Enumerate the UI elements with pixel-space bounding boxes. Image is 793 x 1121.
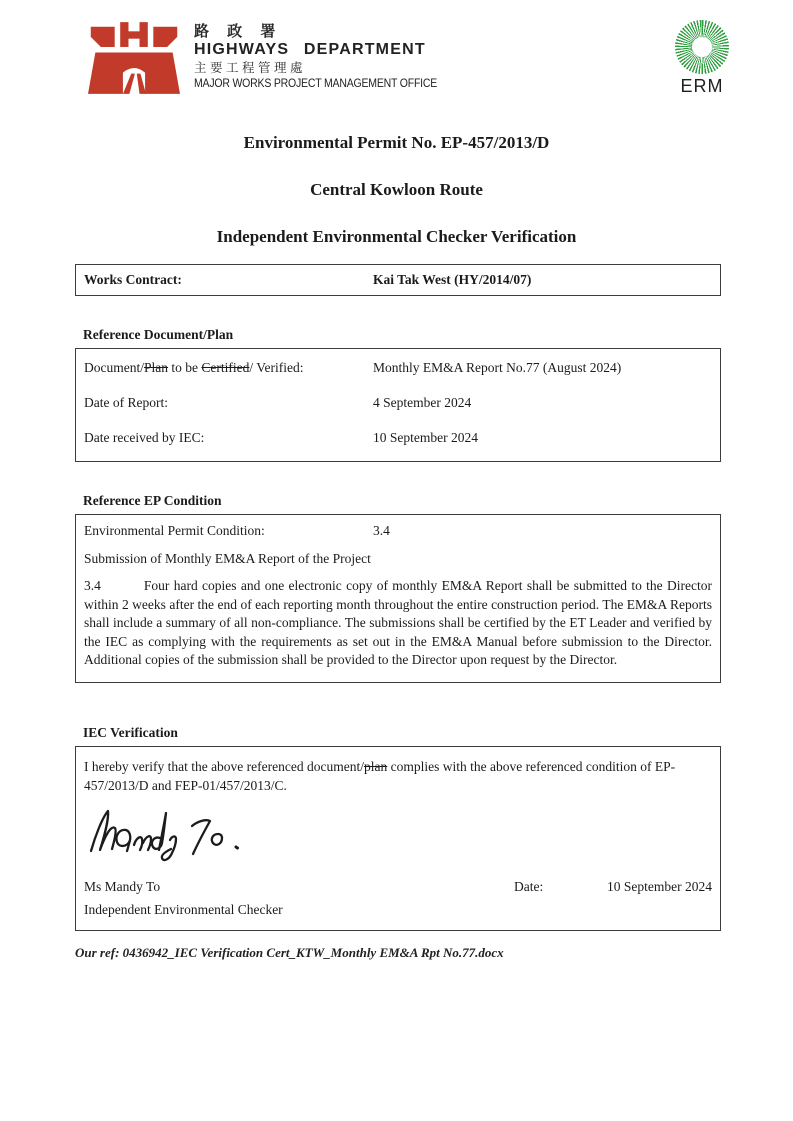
ep-condition-row xyxy=(84,523,712,539)
highways-department-text-block xyxy=(194,20,437,89)
works-contract-box xyxy=(75,264,721,296)
ep-condition-clause xyxy=(84,577,712,670)
signer-title: Independent Environmental Checker xyxy=(84,901,283,917)
erm-sunburst-logo-icon xyxy=(675,20,729,74)
iec-verification-heading: IEC Verification xyxy=(83,724,178,740)
document-verified-row xyxy=(84,355,712,381)
label-prefix: Document/ xyxy=(84,360,144,375)
ep-condition-subheading: Submission of Monthly EM&A Report of the Project xyxy=(84,551,371,566)
hyd-chinese-office: 主要工程管理處 xyxy=(194,60,307,75)
struck-word-plan-2: plan xyxy=(364,758,388,774)
page-header xyxy=(0,0,793,100)
ep-condition-value: 3.4 xyxy=(373,523,390,538)
hyd-chinese-name: 路 政 署 xyxy=(194,23,283,40)
document-verified-label xyxy=(84,360,373,376)
date-received-label: Date received by IEC: xyxy=(84,430,205,445)
works-contract-value: Kai Tak West (HY/2014/07) xyxy=(373,272,532,287)
project-title: Central Kowloon Route xyxy=(310,180,483,199)
works-contract-row xyxy=(84,272,712,288)
date-received-row xyxy=(84,425,712,451)
our-ref-line: Our ref: 0436942_IEC Verification Cert_KTW_Monthly EM&A Rpt No.77.docx xyxy=(75,944,504,960)
ep-condition-label: Environmental Permit Condition: xyxy=(84,523,265,538)
statement-prefix: I hereby verify that the above referenced document/ xyxy=(84,758,364,774)
clause-number: 3.4 xyxy=(84,578,101,593)
date-label: Date: xyxy=(514,878,544,894)
reference-ep-condition-box xyxy=(75,514,721,683)
iec-verification-box xyxy=(75,746,721,931)
document-type-title: Independent Environmental Checker Verification xyxy=(216,227,577,246)
reference-document-heading: Reference Document/Plan xyxy=(83,327,234,342)
highways-department-brand xyxy=(88,20,437,96)
label-mid: to be xyxy=(168,360,202,375)
signer-and-date-row xyxy=(84,879,712,895)
label-suffix: / Verified: xyxy=(249,360,304,375)
iec-verification-statement xyxy=(84,757,704,795)
document-verified-value: Monthly EM&A Report No.77 (August 2024) xyxy=(373,360,622,375)
struck-word-certified: Certified xyxy=(201,360,250,375)
permit-number-title: Environmental Permit No. EP-457/2013/D xyxy=(243,133,550,152)
signature-block xyxy=(86,805,712,863)
struck-word-plan: Plan xyxy=(144,360,169,375)
signature-image xyxy=(86,805,286,863)
statement-suffix: complies with the above referenced condition of EP-457/2013/D and FEP-01/457/2013/C. xyxy=(84,758,676,793)
date-value: 10 September 2024 xyxy=(607,878,712,894)
date-of-report-value: 4 September 2024 xyxy=(373,395,472,410)
erm-brand xyxy=(675,20,729,97)
reference-document-box xyxy=(75,348,721,462)
date-of-report-row xyxy=(84,390,712,416)
date-of-report-label: Date of Report: xyxy=(84,395,168,410)
highways-department-logo-icon xyxy=(88,20,180,96)
clause-text: Four hard copies and one electronic copy of monthly EM&A Report shall be submitted to the Director within 2 weeks after the end of each reporting month throughout the entire construction period. The EM&A Reports shall include a summary of all non-compliance. The submissions shall be certified by the ET Leader and verified by the IEC as complying with the requirements as set out in the EM&A Manual before submission to the Director. Additional copies of the submission shall be provided to the Director upon request by the Director. xyxy=(84,578,712,668)
reference-ep-condition-heading: Reference EP Condition xyxy=(83,493,222,508)
date-received-value: 10 September 2024 xyxy=(373,430,478,445)
signer-name: Ms Mandy To xyxy=(84,878,161,894)
hyd-english-office: MAJOR WORKS PROJECT MANAGEMENT OFFICE xyxy=(194,76,438,91)
hyd-english-name: HIGHWAYS DEPARTMENT xyxy=(194,40,426,58)
date-group xyxy=(514,879,712,895)
works-contract-label: Works Contract: xyxy=(84,272,182,287)
erm-logo-label: ERM xyxy=(680,76,724,96)
